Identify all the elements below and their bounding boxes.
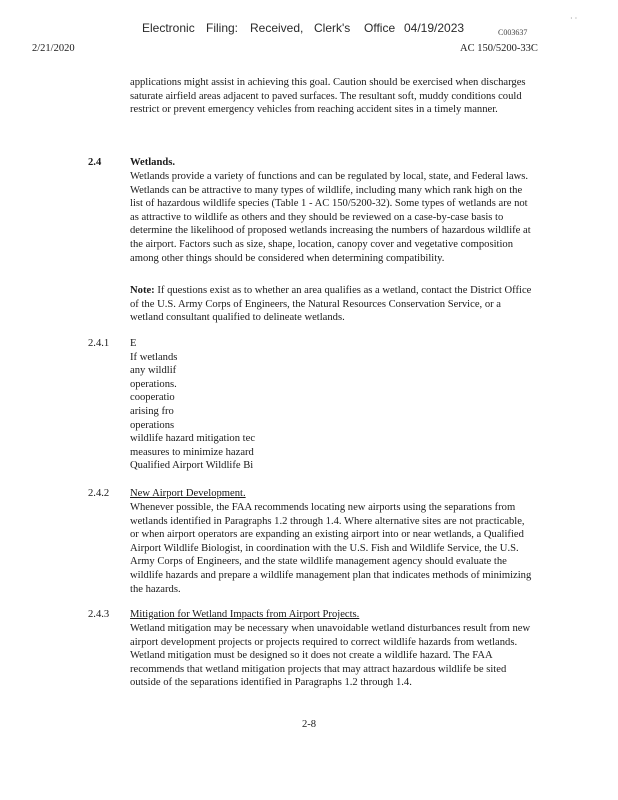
new-airport-paragraph: Whenever possible, the FAA recommends locating new airports using the separations from wetlands identified in Paragraphs 1.2 through 1.4. Where alternative sites are not practicable, or when airport operators are expanding an existing airport into or near wetlands, a Qualified Airport Wildlife Biologist, in coordination with the U.S. Fish and Wildlife Service, the U.S. Army Corps of Engineers, and the state wildlife management agency should evaluate the wildlife hazards and prepare a wildlife management plan that indicates methods of minimizing the hazards. (130, 502, 532, 595)
wetlands-note (130, 284, 535, 325)
note-label: Note: (130, 285, 155, 296)
section-number-2-4: 2.4 (88, 157, 102, 168)
header-date: 2/21/2020 (32, 43, 75, 54)
text-fragment: operations (130, 419, 175, 431)
section-number-2-4-1: 2.4.1 (88, 338, 110, 349)
section-number-2-4-2: 2.4.2 (88, 488, 110, 499)
scan-marks: · · (570, 14, 578, 23)
stamp-word: Received, (250, 21, 304, 35)
section-number-2-4-3: 2.4.3 (88, 609, 110, 620)
wetlands-paragraph: Wetlands provide a variety of functions and can be regulated by local, state, and Federal laws. Wetlands can be attractive to many types of wildlife, including many which rank high on the list of hazardous wildlife species (Table 1 - AC 150/5200-32). Some types of wetlands are not as attractive to wildlife as others and they should be reviewed on a case-by-case basis to determine the likelihood of proposed wetlands increasing the numbers of hazardous wildlife at the airport. Factors such as size, shape, location, canopy cover and vegetative composition among other things should be considered when determining compatibility. (130, 171, 531, 264)
section-title-wetlands: Wetlands. (130, 157, 176, 168)
text-fragment: wildlife hazard mitigation tec (130, 433, 256, 445)
stamp-word: Clerk's (314, 21, 351, 35)
stamp-word: Office (364, 21, 396, 35)
text-fragment: operations. (130, 378, 177, 390)
text-fragment: cooperatio (130, 392, 175, 404)
stamp-word: Filing: (206, 21, 239, 35)
text-fragment: Qualified Airport Wildlife Bi (130, 460, 254, 472)
text-fragment: measures to minimize hazard (130, 446, 254, 458)
stamp-code: C003637 (498, 28, 528, 37)
text-fragment: If wetlands (130, 351, 178, 363)
text-fragment: any wildlif (130, 365, 177, 377)
text-fragment: E (130, 338, 137, 349)
note-text: If questions exist as to whether an area qualifies as a wetland, contact the District Office of the U.S. Army Corps of Engineers, the Natural Resources Conservation Service, or a wetland consultant qualified to delineate wetlands. (130, 285, 532, 324)
stamp-date: 04/19/2023 (404, 21, 465, 35)
redacted-fragment-list (130, 337, 255, 473)
stamp-word: Electronic (142, 21, 195, 35)
section-title-new-airport-development: New Airport Development. (130, 488, 246, 499)
intro-paragraph: applications might assist in achieving this goal. Caution should be exercised when discharges saturate airfield areas adjacent to paved surfaces. The resultant soft, muddy conditions could restrict or prevent emergency vehicles from reaching accident sites in a timely manner. (130, 77, 526, 116)
section-title-wetland-mitigation: Mitigation for Wetland Impacts from Airport Projects. (130, 609, 360, 620)
header-ac-number: AC 150/5200-33C (460, 43, 538, 54)
text-fragment: arising fro (130, 405, 174, 417)
mitigation-paragraph: Wetland mitigation may be necessary when unavoidable wetland disturbances result from new airport development projects or projects required to correct wildlife hazards from wetlands. Wetland mitigation must be designed so it does not create a wildlife hazard. The FAA recommends that wetland mitigation projects that may attract hazardous wildlife be sited outside of the separations identified in Paragraphs 1.2 through 1.4. (130, 623, 531, 689)
page-number: 2-8 (301, 719, 317, 730)
